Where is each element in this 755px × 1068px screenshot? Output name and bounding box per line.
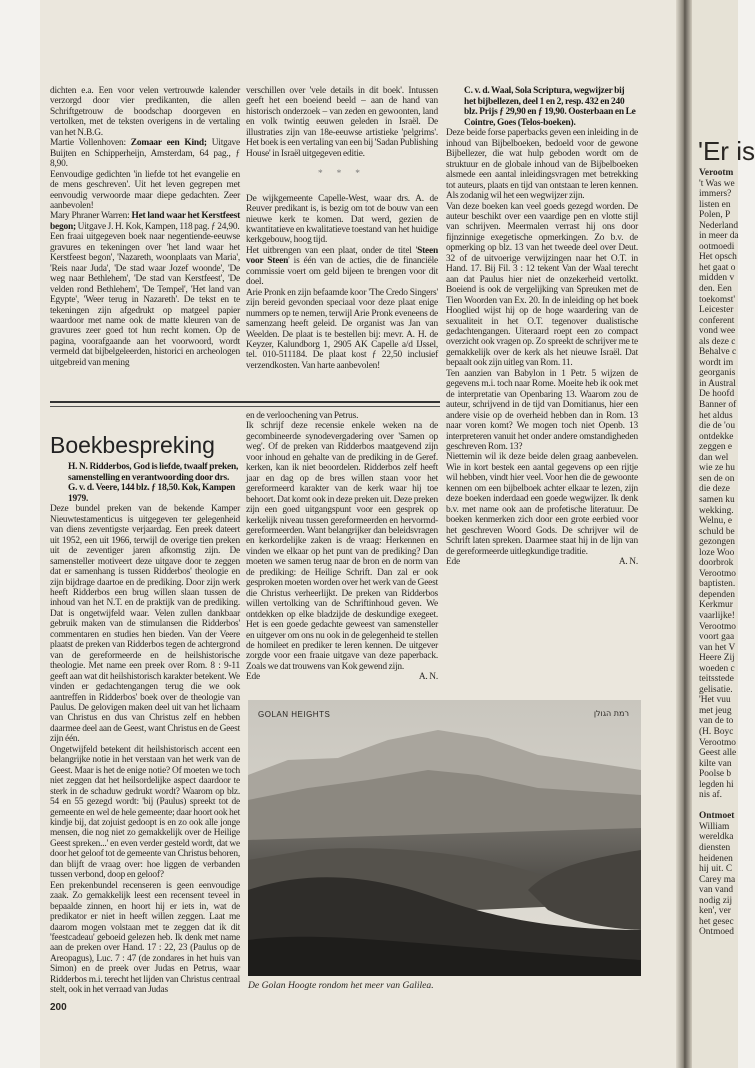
signature-place: Ede <box>246 672 260 683</box>
next-page-line: ootmoedi <box>699 241 735 252</box>
review-signature <box>246 672 438 682</box>
next-page-line: wie ze hu <box>699 463 735 474</box>
paragraph: Een fraai uitgegeven boek naar negentiende-eeuwse gravures en tekeningen over 'het land waar het Kerstfeest begon', 'Nazareth, woonplaats van Maria', 'Reis naar Juda', 'De stad waar Jozef woonde', 'De weg naar Bethlehem', 'De stad van Kerstfeest', 'De velden rond Bethlehem', 'De Tempel', 'Het land van Egypte', 'Weer terug in Nazareth'. De tekst en te tekeningen zijn afgedrukt op matgeel papier waardoor met name ook de matte kleuren van de gravures zeer goed tot hun recht komen. Op de pagina, voorafgaande aan het voorwoord, wordt vermeld dat bijbelgeleerden, historici en archeologen uitgebreid van mening <box>50 232 240 368</box>
next-page-line: schuld be <box>699 526 735 537</box>
next-page-line: zeggen e <box>699 442 733 453</box>
signature-initials: A. N. <box>618 556 638 567</box>
next-page-line: vaarlijke! <box>699 610 735 621</box>
next-page-line: sen de on <box>699 473 735 484</box>
next-page-line: voort gaa <box>699 632 735 643</box>
next-page-line: samen ku <box>699 494 735 505</box>
next-page-line: met jeug <box>699 705 732 716</box>
section-divider <box>50 401 440 407</box>
next-page-line: kilte van <box>699 758 732 769</box>
next-page-line: als deze c <box>699 336 736 347</box>
next-page-line: gezongen <box>699 537 735 548</box>
next-page-line: listen en <box>699 199 731 210</box>
next-page-line: (H. Boyc <box>699 726 734 737</box>
next-page-line: Kerkmur <box>699 600 733 611</box>
next-page-line: ken', ver <box>699 906 731 917</box>
next-page-line: Carey ma <box>699 874 736 885</box>
signature-place: Ede <box>446 556 460 567</box>
next-page-line: Ontmoet <box>699 811 735 822</box>
next-page-line: vond wee <box>699 326 736 337</box>
next-page-line: teitsstede <box>699 674 734 685</box>
next-page-line: gelisatie. <box>699 684 733 695</box>
next-page-line: Verootmo <box>699 737 736 748</box>
paragraph: Ongetwijfeld betekent dit heilshistorisch accent een belangrijke notie in het verstaan van het werk van de Geest. Maar is het de enige notie? Of moeten we toch niet zeggen dat het heilsordelijke aspect daardoor te sterk in de schaduw gedrukt wordt? Waarom op blz. 54 en 55 gezegd wordt: 'bij (Paulus) spreekt tot de gemeente en wel de hele gemeente; daar hoort ook het kindje bij, dat zojuist gedoopt is en zo ook alle jonge mensen, die nog niet zo gemakkelijk over de Heilige Geest spreken...' en even verder gesteld wordt, dat we door het geloof tot de gemeente van Christus behoren, dan blijft de vraag over: hoe liggen de verbanden tussen verbond, doop en geloof? <box>50 744 240 881</box>
next-page-line: hij uit. C <box>699 864 733 875</box>
next-page-line: georganis <box>699 368 736 379</box>
paragraph: De wijkgemeente Capelle-West, waar drs. A. de Reuver predikant is, is bezig om tot de bouw van een nieuwe kerk te komen. Dat werd, gezien de kwantitatieve en kwalitatieve toestand van het huidige kerkgebouw, hoog tijd. <box>246 193 438 246</box>
next-page-line: wekking. <box>699 505 734 516</box>
paragraph: Eenvoudige gedichten 'in liefde tot het evangelie en de mens geschreven'. Uit het leven gegrepen met eenvoudig verwoorde maar diepe gedachten. Zeer aanbevolen! <box>50 169 240 211</box>
next-page-title: 'Er is <box>698 136 755 166</box>
paragraph-text: Uitgave J. H. Kok, Kampen, 118 pag. ƒ 24,90. <box>75 221 240 232</box>
page-number: 200 <box>50 1002 67 1013</box>
next-page-line: wordt im <box>699 357 734 368</box>
next-page-line: Poolse b <box>699 769 732 780</box>
column-3-book-review <box>446 86 638 567</box>
next-page-line: Polen, P <box>699 210 731 221</box>
column-2-review <box>246 411 438 683</box>
next-page-edge <box>692 0 755 1068</box>
next-page-line: den. Een <box>699 284 732 295</box>
paragraph <box>246 246 438 288</box>
next-page-text <box>699 168 739 938</box>
paragraph <box>50 211 240 232</box>
next-page-line: van vand <box>699 885 734 896</box>
next-page-line: in Austral <box>699 378 736 389</box>
paragraph-text: ' is één van de acties, die de financiële commissie voert om geld bijeen te brengen voor dit doel. <box>246 256 438 288</box>
paragraph: verschillen over 'vele details in dit boek'. Intussen geeft het een boeiend beeld – aan de hand van historisch onderzoek – van zeden en gewoonten, land en volk twintig eeuwen geleden in Israël. De illustraties zijn van 18e-eeuwse artistieke 'pelgrims'. Het boek is een vertaling van een bij 'Sadan Publishing House' in Israël uitgegeven editie. <box>246 86 438 159</box>
book-title: Steen voor Steen <box>246 245 438 267</box>
paragraph: Ik schrijf deze recensie enkele weken na de gecombineerde synodevergadering over 'Samen op weg'. Of de preken van Ridderbos maatgevend zijn voor inhoud en gehalte van de prediking in de Geref. kerken, kan ik niet beoordelen. Ridderbos zelf heeft jaar en dag op de bres willen staan voor het gereformeerd karakter van de kerk waar hij toe behoort. Dat komt ook in deze preken uit. Deze preken zijn een goed uitgangspunt voor een gesprek op kerkelijk niveau tussen gereformeerden en hervormd-gereformeerden. Want belangrijker dan beleidsvragen en kerkordelijke zaken is de vraag: Herkennen en vinden we elkaar op het punt van de prediking? Dan moeten we samen terug naar de bron en de norm van de prediking: de Heilige Schrift. Dan zal er ook gesproken moeten worden over het werk van de Geest die Christus verheerlijkt. De preken van Ridderbos willen vertolking van de Schriftinhoud geven. We ontdekken op elke bladzijde de deskundige exegeet. Het is een goede gedachte geweest van samensteller en uitgever om ons nu ook in de gelegenheid te stellen de homileet en prediker te leren kennen. De uitgever zorgde voor een fraaie uitgave van deze paperback. Zoals we dat trouwens van Kok gewend zijn. <box>246 421 438 672</box>
next-page-line: Het opsch <box>699 252 737 263</box>
paragraph: dichten e.a. Een voor velen vertrouwde kalender verzorgd door vier predikanten, die allen Schriftgetrouw de boodschap doorgeven en vertolken, met de teksten overigens in de vertaling van het N.B.G. <box>50 86 240 138</box>
book-title: Zomaar een Kind; <box>130 138 207 149</box>
next-page-line: 'Het vuu <box>699 695 731 706</box>
next-page-line: Leicester <box>699 305 734 316</box>
paragraph: Deze beide forse paperbacks geven een inleiding in de inhoud van Bijbelboeken, bedoeld voor de gewone Bijbellezer, die wat hulp geboden wordt om de struktuur en de globale inhoud van de Bijbelboeken alsmede een aantal inleidingsvragen met betrekking tot auteurs, plaats en tijd van ontstaan te leren kennen. Als zodanig wil het een wegwijzer zijn. <box>446 128 638 202</box>
column-2-top <box>246 86 438 371</box>
next-page-line: van het V <box>699 642 736 653</box>
next-page-line: in meer da <box>699 231 739 242</box>
next-page-line: van de to <box>699 716 734 727</box>
next-page-line: Welnu, e <box>699 516 733 527</box>
next-page-line: legden hi <box>699 779 734 790</box>
paragraph-text: Uitgave Buijten en Schipperheijn, Amsterdam, 64 pag., ƒ 8,90. <box>50 138 240 170</box>
book-title-heading: C. v. d. Waal, Sola Scriptura, wegwijzer bij het bijbellezen, deel 1 en 2, resp. 432 en 240 blz. Prijs ƒ 29,90 en ƒ 19,90. Oosterbaan en Le Cointre, Goes (Telos-boeken). <box>464 86 636 128</box>
next-page-line: wereldka <box>699 832 734 843</box>
paragraph-text: Mary Phraner Warren: <box>50 211 132 222</box>
next-page-line: het aldus <box>699 410 733 421</box>
photo-label-hebrew: רמת הגולן <box>593 709 629 718</box>
next-page-line: Behalve c <box>699 347 737 358</box>
book-title-heading: H. N. Ridderbos, God is liefde, twaalf preken, samenstelling en verantwoording door drs. G. v. d. Veere, 144 blz. ƒ 18,50. Kok, Kampen 1979. <box>68 462 239 504</box>
photo-label-english: GOLAN HEIGHTS <box>258 710 331 719</box>
next-page-line: 't Was we <box>699 178 735 189</box>
paragraph-text: Martie Vollenhoven: <box>50 138 131 149</box>
next-page-line: baptisten. <box>699 579 736 590</box>
paragraph: Arie Pronk en zijn befaamde koor 'The Credo Singers' zijn bereid gevonden speciaal voor deze plaat enige nummers op te nemen, terwijl Arie Pronk eveneens de samenzang heeft geleid. De organist was Jan van Weelden. De plaat is te bestellen bij: mevr. A. H. de Keyzer, Kalundborg 1, 2905 AK Capelle a/d IJssel, tel. 010-511184. De plaat kost ƒ 22,50 inclusief verzendkosten. Van harte aanbevolen! <box>246 287 438 371</box>
next-page-line: woeden c <box>699 663 735 674</box>
review-signature <box>446 557 638 567</box>
paragraph: en de verloochening van Petrus. <box>246 411 359 421</box>
column-1-top <box>50 86 240 368</box>
next-page-line: nodig zij <box>699 895 733 906</box>
column-1-review <box>50 462 240 996</box>
next-page-line: Verootmo <box>699 621 736 632</box>
golan-heights-photo <box>248 700 641 976</box>
signature-initials: A. N. <box>418 672 438 683</box>
paragraph: Ten aanzien van Babylon in 1 Petr. 5 wijzen de gegevens m.i. toch naar Rome. Moeite heb ik ook met de interpretatie van Openbaring 13. Waarom zou de auteur, schrijvend in de tijd van Domitianus, hier een andere visie op de overheid hebben dan in Rom. 13 naar voren komt? We mogen toch niet Openb. 13 interpreteren vanuit het onder andere omstandigheden geschreven Rom. 13? <box>446 368 638 452</box>
next-page-line: Verootm <box>699 168 734 178</box>
next-page-line <box>699 801 739 812</box>
section-heading: Boekbespreking <box>50 432 215 458</box>
next-page-line: Ontmoed <box>699 927 734 938</box>
next-page-line: nis af. <box>699 790 722 801</box>
next-page-line: loze Woo <box>699 547 735 558</box>
next-page-line: immers? <box>699 189 732 200</box>
next-page-line: het gaat o <box>699 262 736 273</box>
next-page-line: die de 'ou <box>699 421 736 432</box>
next-page-line: dependen <box>699 589 735 600</box>
next-page-line: De hoofd <box>699 389 735 400</box>
separator-stars: * * * <box>318 169 366 180</box>
next-page-line: heidenen <box>699 853 733 864</box>
next-page-line: doorbrok <box>699 558 734 569</box>
next-page-line: Geest alle <box>699 748 737 759</box>
page-gutter <box>676 0 692 1068</box>
next-page-line: Banner of <box>699 400 737 411</box>
paragraph: Een prekenbundel recenseren is geen eenvoudige zaak. Zo gemakkelijk leest een recensent teveel in bepaalde zinnen, en hoort hij er iets in, wat de predikator er niet in heeft willen zeggen. Laat me daarom mogen volstaan met te zeggen dat ik dit 'feestcadeau' geboeid gelezen heb. Ik denk met name aan de preken over Hand. 17 : 22, 23 (Paulus op de Areopagus), Luc. 7 : 47 (de zondares in het huis van Simon) en de preek over Judas en Petrus, waar Ridderbos m.i. terecht het lijden van Christus centraal stelt, ook in het verraad van Judas <box>50 880 240 996</box>
paragraph <box>50 138 240 169</box>
next-page-line: conferent <box>699 315 735 326</box>
paragraph: Van deze boeken kan veel goeds gezegd worden. De auteur beschikt over een vaardige pen en vlotte stijl van schrijven. Meermalen verrast hij ons door fijnzinnige exegetische opmerkingen. Zo b.v. de opmerking op blz. 13 van het tweede deel over Deut. 32 of de uitvoerige verwijzingen naar het O.T. in Hand. 17. Bij Fil. 3 : 12 tekent Van der Waal terecht aan dat Paulus hier niet de onzekerheid vertolkt. Boeiend is ook de vergelijking van Spreuken met de Tien Woorden van Ex. 20. In de inleiding op het boek Hooglied wijst hij op de hoge waardering van de sexualiteit in het O.T. tegenover dualistische gedachtengangen. Uiteraard roept een zo compact overzicht ook vragen op. Zo spreekt de schrijver me te gemakkelijk over de kerk als het nieuwe Israël. Dat bepaalt ook zijn uitleg van Rom. 11. <box>446 201 638 369</box>
book-title: Het land waar het Kerstfeest begon; <box>50 211 240 232</box>
paragraph: Niettemin wil ik deze beide delen graag aanbevelen. Wie in kort bestek een aantal gegevens op een rijtje wil hebben, vindt hier veel. Voor hen die de gewoonte kennen om een bijbelboek achter elkaar te lezen, zijn deze boeken inderdaad een goede wegwijzer. Ik denk b.v. met name ook aan de profetische literatuur. De boeken kenmerken zich door een grote eerbied voor het geschreven Woord Gods. De schrijver wil de Schrift laten spreken. Daarmee staat hij in de lijn van de gereformeerde uitlegkundige traditie. <box>446 452 638 557</box>
next-page-line: Verootmo <box>699 568 736 579</box>
next-page-line: dan wel <box>699 452 729 463</box>
paragraph-text: Het uitbrengen van een plaat, onder de titel ' <box>246 245 418 256</box>
next-page-line: William <box>699 821 730 832</box>
next-page-line: midden v <box>699 273 735 284</box>
next-page-line: toekomst' <box>699 294 736 305</box>
next-page-line: Heere Zij <box>699 653 735 664</box>
next-page-line: ontdekke <box>699 431 734 442</box>
paragraph: Deze bundel preken van de bekende Kamper Nieuwtestamenticus is uitgegeven ter gelegenheid van diens zeventigste verjaardag. Een preek dateert uit 1952, een uit 1966, terwijl de overige tien preken uit de zeventiger jaren afkomstig zijn. De samensteller motiveert deze uitgave door te zeggen dat er samenhang is tussen Ridderbos' theologie en zijn bijdrage daartoe en de prediking. Door zijn werk heeft Ridderbos een brug willen slaan tussen de inhoud van het N.T. en de praktijk van de prediking. Dat is ongetwijfeld waar. Velen zullen dankbaar gebruik maken van de stimulansen die Ridderbos' commentaren en studies hen bieden. Van der Veere plaatst de preken van Ridderbos tegen de achtergrond van de gereformeerde en de heilshistorische theologie. Met name een preek over Rom. 8 : 9-11 geeft aan wat dit heilshistorisch karakter betekent. We vinden er gedachtengangen terug die we ook aantreffen in Ridderbos' boek over de theologie van Paulus. De gelovigen maken deel uit van het lichaam van Christus en dus van Christus zelf en hebben daarmee deel aan de Geest, want Christus en de Geest zijn één. <box>50 504 240 745</box>
next-page-line: het gesec <box>699 916 734 927</box>
next-page-line: diensten <box>699 843 731 853</box>
photo-caption: De Golan Hoogte rondom het meer van Galilea. <box>248 980 434 991</box>
next-page-line: die deze <box>699 484 730 495</box>
next-page-line: Nederland <box>699 220 739 231</box>
